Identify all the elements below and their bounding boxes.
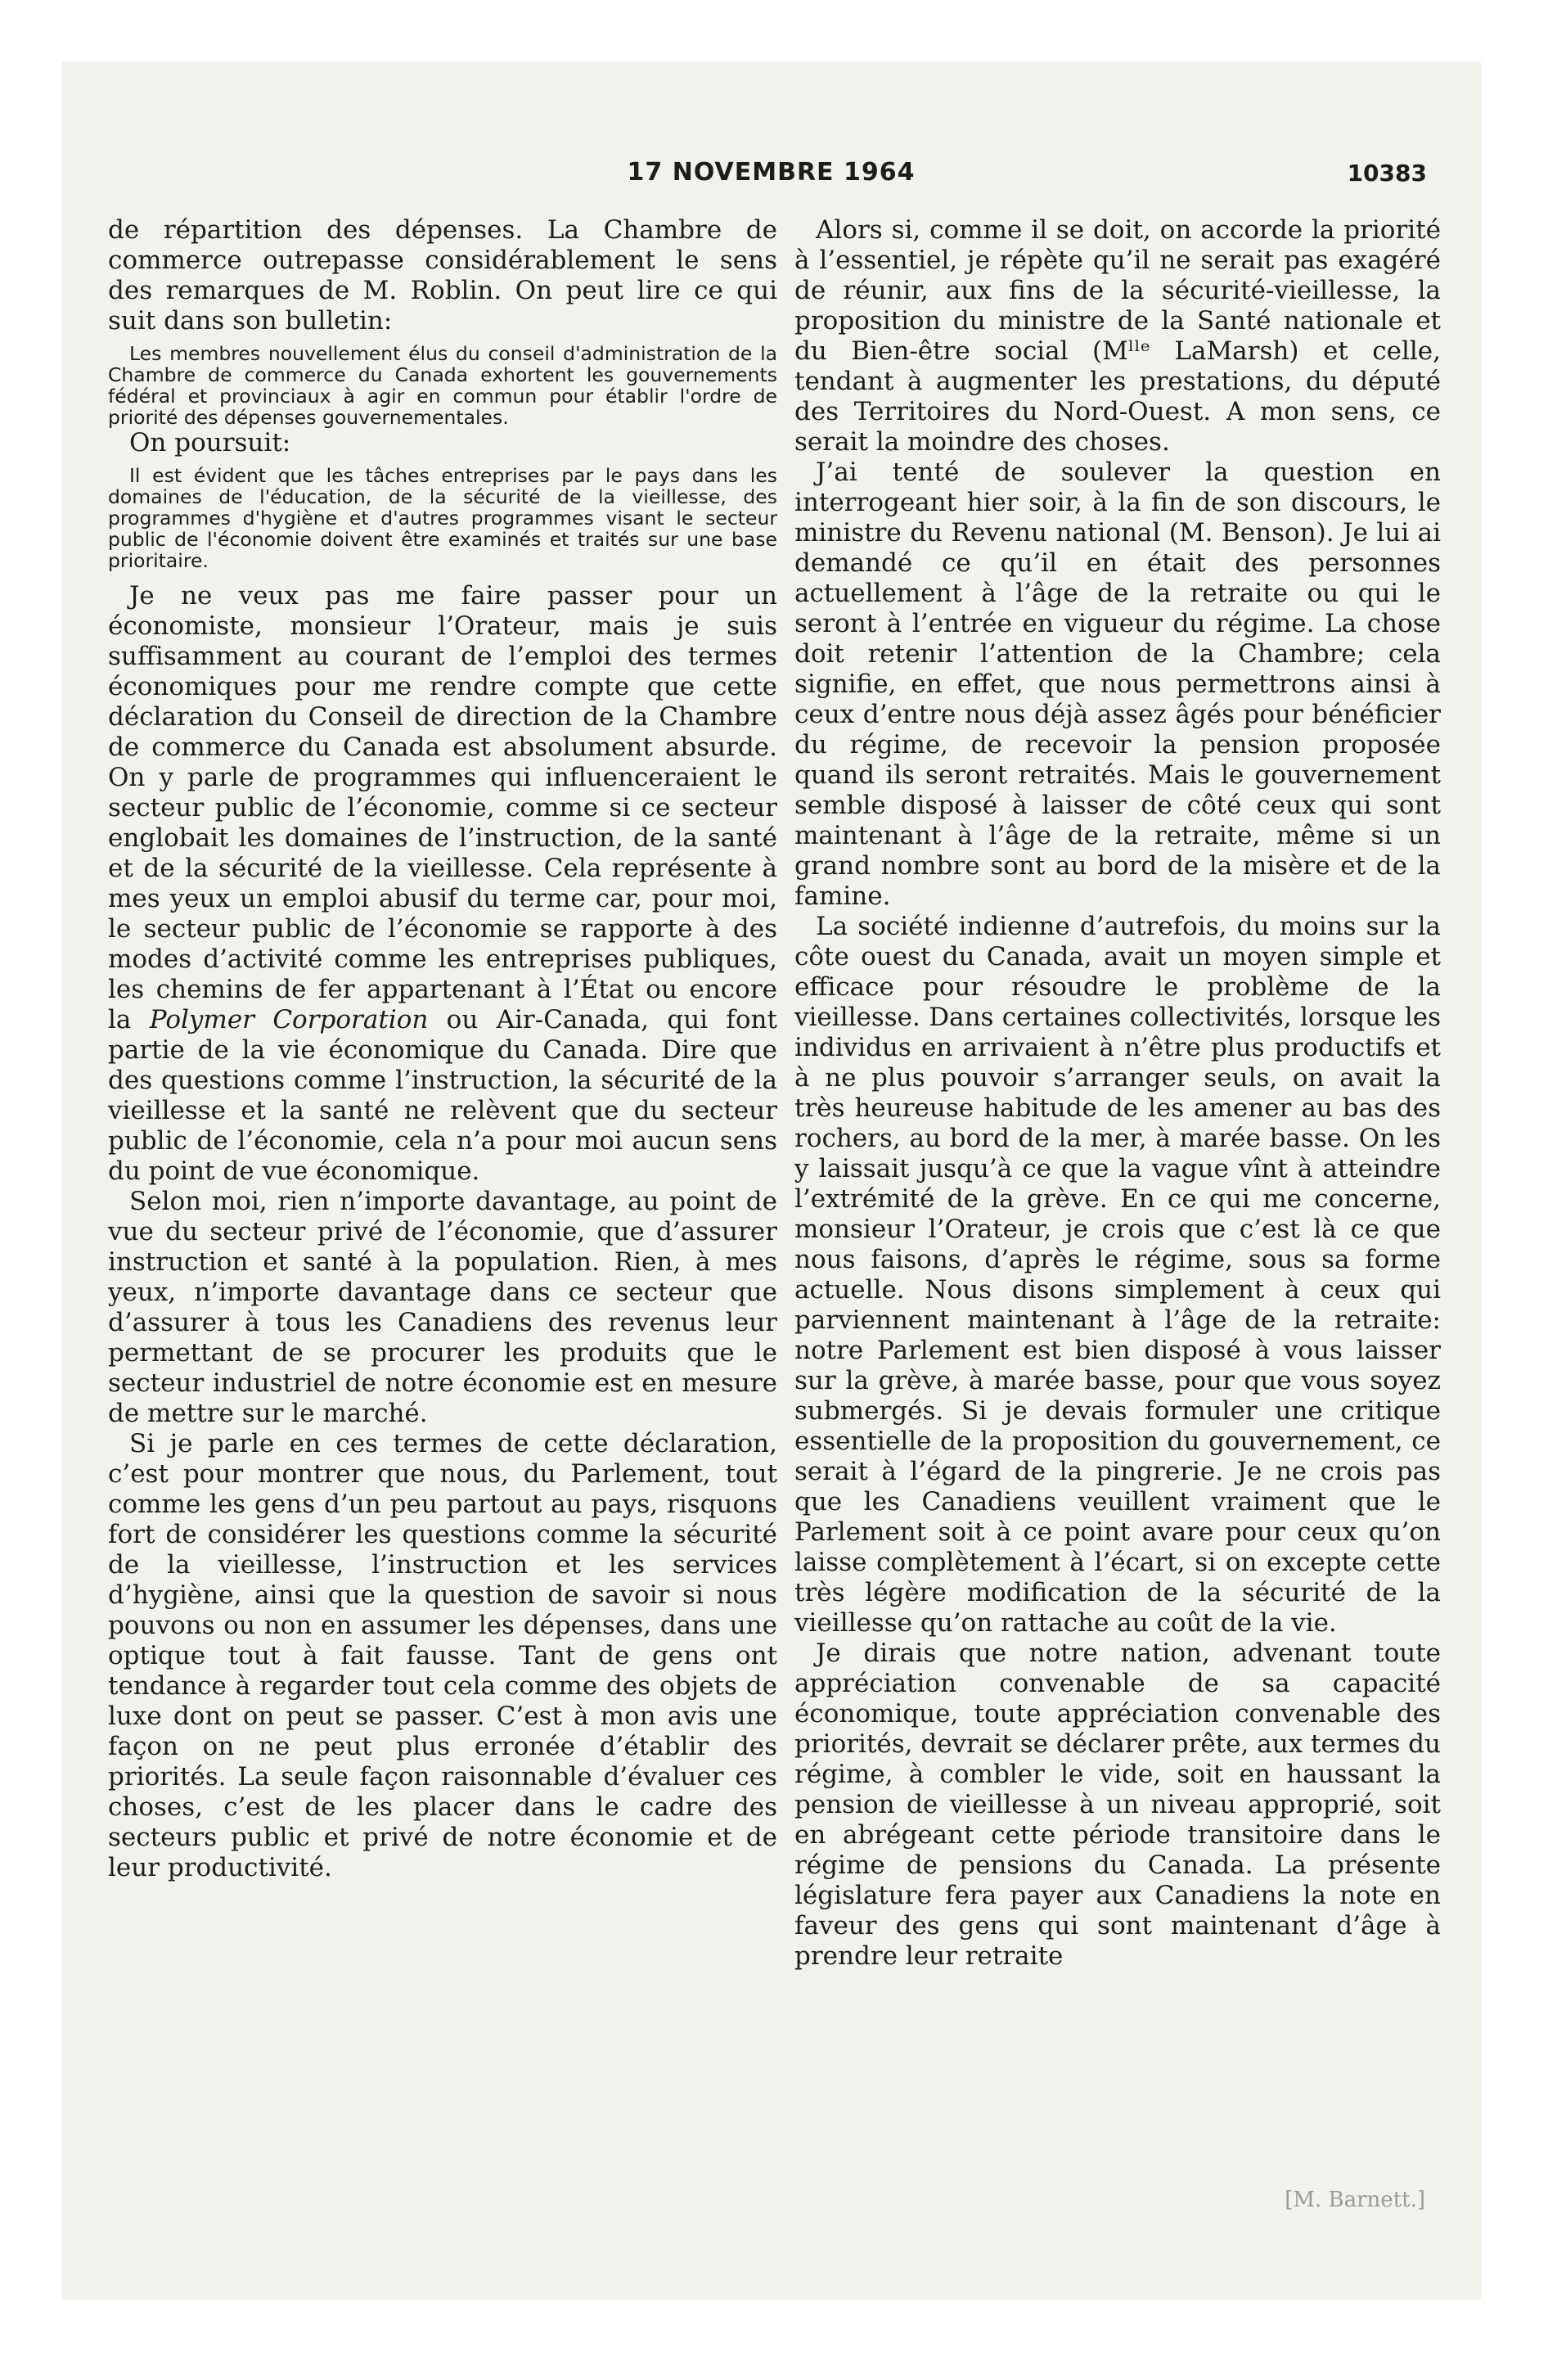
paragraph: Si je parle en ces termes de cette déclaration, c’est pour montrer que nous, du Parlement, tout comme les gens d’un peu partout au pays, risquons fort de considérer les questions comme la sécurité de la vieillesse, l’instruction et les services d’hygiène, ainsi que la question de savoir si nous pouvons ou non en assumer les dépenses, dans une optique tout à fait fausse. Tant de gens ont tendance à regarder tout cela comme des objets de luxe dont on peut se passer. C’est à mon avis une façon on ne peut plus erronée d’établir des priorités. La seule façon raisonnable d’évaluer ces choses, c’est de les placer dans le cadre des secteurs public et privé de notre économie et de leur productivité.: [108, 1429, 777, 1882]
quoted-excerpt: Les membres nouvellement élus du conseil d'administration de la Chambre de commerce du Canada exhortent les gouvernements fédéral et provinciaux à agir en commun pour établir l'ordre de priorité des dépenses gouvernementales.: [108, 342, 777, 429]
paragraph: Selon moi, rien n’importe davantage, au point de vue du secteur privé de l’économie, que d’assurer instruction et santé à la population. Rien, à mes yeux, n’importe davantage dans ce secteur que d’assurer à tous les Canadiens des revenus leur permettant de se procurer les produits que le secteur industriel de notre économie est en mesure de mettre sur le marché.: [108, 1187, 777, 1428]
page: [61, 61, 1481, 2300]
paragraph: Alors si, comme il se doit, on accorde la priorité à l’essentiel, je répète qu’il ne serait pas exagéré de réunir, aux fins de la sécurité-vieillesse, la proposition du ministre de la Santé nationale et du Bien-être social (Mˡˡᵉ LaMarsh) et celle, tendant à augmenter les prestations, du député des Territoires du Nord-Ouest. A mon sens, ce serait la moindre des choses.: [794, 215, 1441, 457]
speaker-note: [M. Barnett.]: [1285, 2188, 1425, 2212]
left-column: [108, 215, 777, 1883]
paragraph-text: Je ne veux pas me faire passer pour un économiste, monsieur l’Orateur, mais je suis suffisamment au courant de l’emploi des termes économiques pour me rendre compte que cette déclaration du Conseil de direction de la Chambre de commerce du Canada est absolument absurde. On y parle de programmes qui influenceraient le secteur public de l’économie, comme si ce secteur englobait les domaines de l’instruction, de la santé et de la sécurité de la vieillesse. Cela représente à mes yeux un emploi abusif du terme car, pour moi, le secteur public de l’économie se rapporte à des modes d’activité comme les entreprises publiques, les chemins de fer appartenant à l’État ou encore la: [108, 581, 777, 1034]
quoted-excerpt: Il est évident que les tâches entreprises par le pays dans les domaines de l'éducation, de la sécurité de la vieillesse, des programmes d'hygiène et d'autres programmes visant le secteur public de l'économie doivent être examinés et traités sur une base prioritaire.: [108, 464, 777, 572]
paragraph: [108, 581, 777, 1187]
paragraph: La société indienne d’autrefois, du moins sur la côte ouest du Canada, avait un moyen simple et efficace pour résoudre le problème de la vieillesse. Dans certaines collectivités, lorsque les individus en arrivaient à n’être plus productifs et à ne plus pouvoir s’arranger seuls, on avait la très heureuse habitude de les amener au bas des rochers, au bord de la mer, à marée basse. On les y laissait jusqu’à ce que la vague vînt à atteindre l’extrémité de la grève. En ce qui me concerne, monsieur l’Orateur, je crois que c’est là ce que nous faisons, d’après le régime, sous sa forme actuelle. Nous disons simplement à ceux qui parviennent maintenant à l’âge de la retraite: notre Parlement est bien disposé à vous laisser sur la grève, à marée basse, pour que vous soyez submergés. Si je devais formuler une critique essentielle de la proposition du gouvernement, ce serait à l’égard de la pingrerie. Je ne crois pas que les Canadiens veuillent vraiment que le Parlement soit à ce point avare pour ceux qu’on laisse complètement à l’écart, si on excepte cette très légère modification de la sécurité de la vieillesse qu’on rattache au coût de la vie.: [794, 912, 1441, 1638]
paragraph: On poursuit:: [129, 428, 291, 458]
page-header: [61, 158, 1481, 199]
paragraph: de répartition des dépenses. La Chambre de commerce outrepasse considérablement le sens des remarques de M. Roblin. On peut lire ce qui suit dans son bulletin:: [108, 215, 777, 336]
paragraph: Je dirais que notre nation, advenant toute appréciation convenable de sa capacité économique, toute appréciation convenable des priorités, devrait se déclarer prête, aux termes du régime, à combler le vide, soit en haussant la pension de vieillesse à un niveau approprié, soit en abrégeant cette période transitoire dans le régime de pensions du Canada. La présente législature fera payer aux Canadiens la note en faveur des gens qui sont maintenant d’âge à prendre leur retraite: [794, 1639, 1441, 1971]
header-date: 17 NOVEMBRE 1964: [627, 158, 916, 187]
paragraph-text: ou Air-Canada, qui font partie de la vie économique du Canada. Dire que des questions comme l’instruction, la sécurité de la vieillesse et la santé ne relèvent que du secteur public de l’économie, cela n’a pour moi aucun sens du point de vue économique.: [108, 1005, 777, 1186]
company-name: Polymer Corporation: [149, 1005, 429, 1034]
paragraph: J’ai tenté de soulever la question en interrogeant hier soir, à la fin de son discours, le ministre du Revenu national (M. Benson). Je lui ai demandé ce qu’il en était des personnes actuellement à l’âge de la retraite ou qui le seront à l’entrée en vigueur du régime. La chose doit retenir l’attention de la Chambre; cela signifie, en effet, que nous permettrons ainsi à ceux d’entre nous déjà assez âgés pour bénéficier du régime, de recevoir la pension proposée quand ils seront retraités. Mais le gouvernement semble disposé à laisser de côté ceux qui sont maintenant à l’âge de la retraite, même si un grand nombre sont au bord de la misère et de la famine.: [794, 458, 1441, 911]
page-number: 10383: [1347, 160, 1427, 187]
right-column: [794, 215, 1441, 1972]
